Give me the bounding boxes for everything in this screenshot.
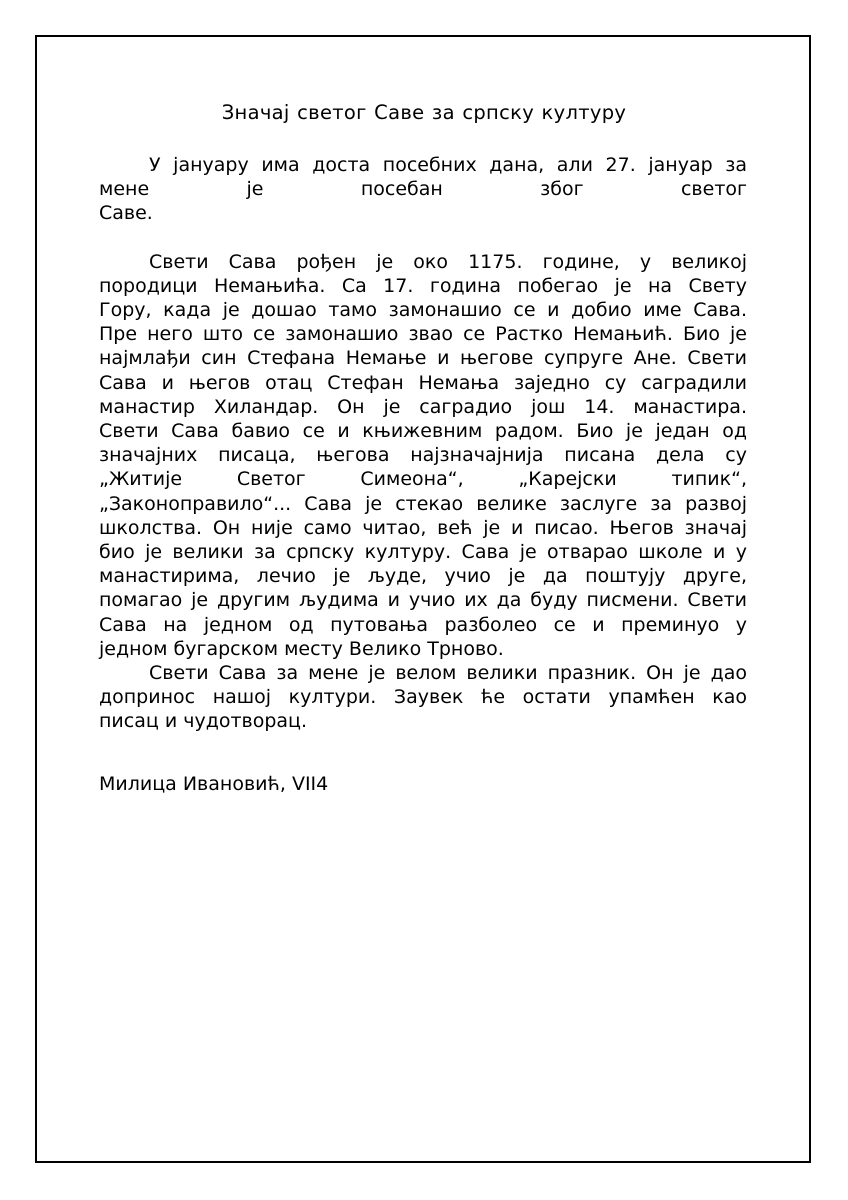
text-line: мене је посебан због светог <box>99 178 747 201</box>
text-line: писац и чудотворац. <box>99 710 308 733</box>
text-line: Саве. <box>99 202 153 225</box>
paragraph-intro <box>99 153 747 226</box>
text-line: манастир Хиландар. Он је саградио још 14. манастира. <box>99 395 747 418</box>
text-line: Сава на једном од путовања разболео се и преминуо у <box>99 613 747 636</box>
text-line: школства. Он није само читао, већ је и писао. Његов значај <box>99 516 747 539</box>
paragraph-conclusion <box>99 661 747 734</box>
text-line: Гору, када је дошао тамо замонашио се и добио име Сава. <box>99 299 747 322</box>
text-line: Свети Сава рођен је око 1175. године, у великој <box>149 250 747 273</box>
text-line: Свети Сава за мене је велом велики празник. Он је дао <box>149 662 747 685</box>
text-line: једном бугарском месту Велико Трново. <box>99 637 504 660</box>
text-line: Пре него што се замонашио звао се Растко Немањић. Био је <box>99 323 747 346</box>
text-line: „Законоправило“... Сава је стекао велике заслуге за развој <box>99 492 747 515</box>
text-line: значајних писаца, његова најзначајнија писана дела су <box>99 444 747 467</box>
text-line: био је велики за српску културу. Сава је отварао школе и у <box>99 541 747 564</box>
text-line: манастирима, лечио је људе, учио је да поштују друге, <box>99 565 747 588</box>
text-line: У јануару има доста посебних дана, али 27. јануар за <box>149 154 747 176</box>
paragraph-gap <box>99 226 747 250</box>
paragraph-biography <box>99 250 747 661</box>
text-line: Свети Сава бавио се и књижевним радом. Био је један од <box>99 420 747 443</box>
document-body <box>99 153 747 734</box>
text-line: породици Немањића. Са 17. година побегао је на Свету <box>99 274 747 297</box>
text-line: најмлађи син Стефана Немање и његове супруге Ане. Свети <box>99 347 747 370</box>
text-line: допринос нашој култури. Заувек ће остати упамћен као <box>99 686 747 709</box>
text-line: „Житије Светог Симеона“, „Карејски типик“, <box>99 468 747 491</box>
text-line: помагао је другим људима и учио их да буду писмени. Свети <box>99 589 747 612</box>
author-signature: Милица Ивановић, VII4 <box>99 773 329 795</box>
document-title: Значај светог Саве за српску културу <box>221 101 627 124</box>
text-line: Сава и његов отац Стефан Немања заједно су саградили <box>99 371 747 394</box>
